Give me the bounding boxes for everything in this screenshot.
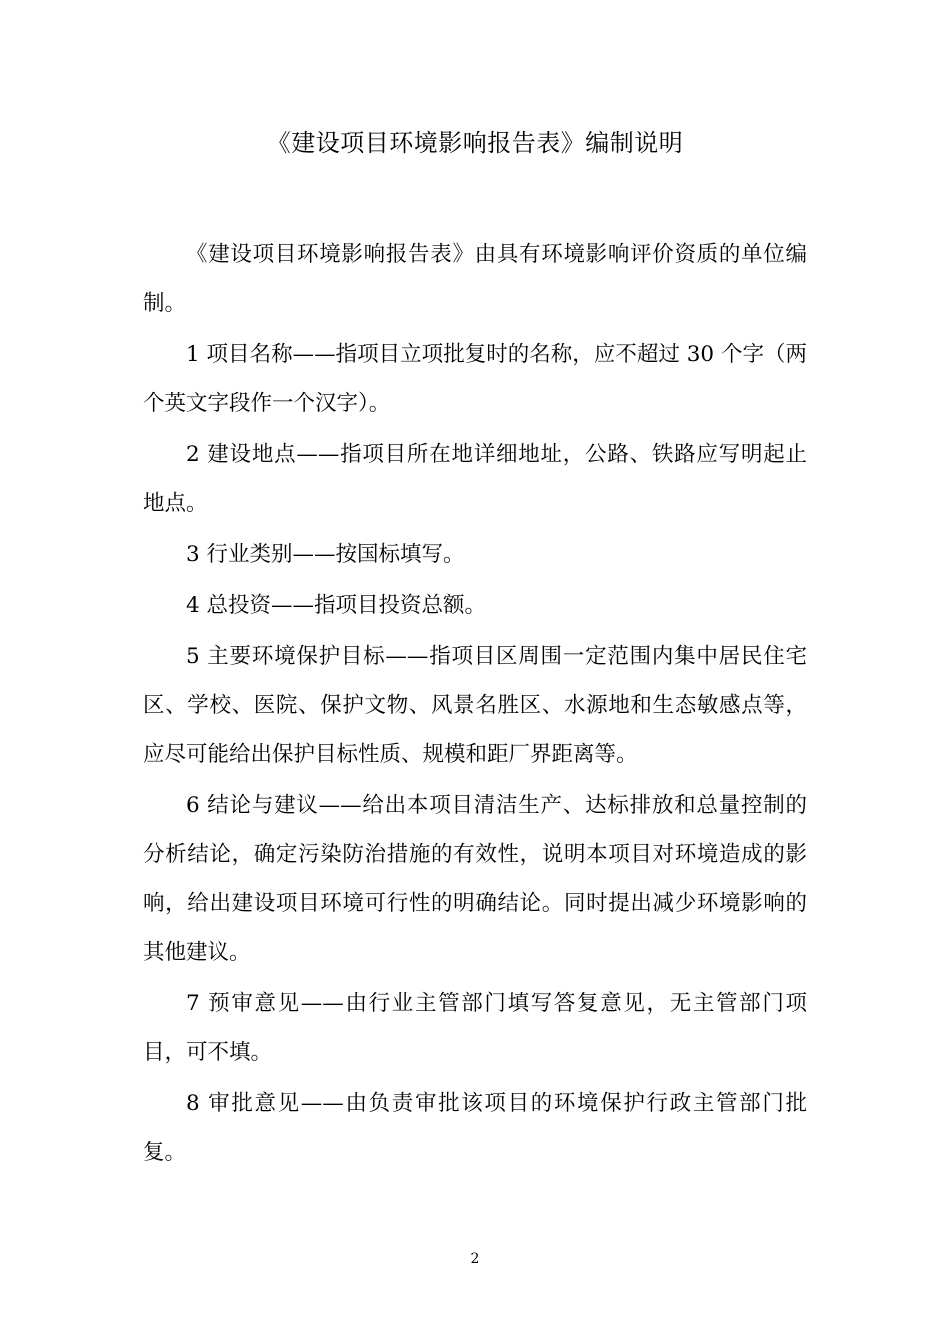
item-approval: 8 审批意见——由负责审批该项目的环境保护行政主管部门批复。 [143, 1091, 807, 1165]
document-body [143, 230, 807, 1179]
item-construction-site: 2 建设地点——指项目所在地详细地址，公路、铁路应写明起止地点。 [143, 442, 807, 516]
intro-paragraph: 《建设项目环境影响报告表》由具有环境影响评价资质的单位编制。 [143, 242, 807, 316]
item-pre-review: 7 预审意见——由行业主管部门填写答复意见，无主管部门项目，可不填。 [143, 991, 807, 1065]
item-industry-category: 3 行业类别——按国标填写。 [186, 542, 465, 567]
item-project-name: 1 项目名称——指项目立项批复时的名称，应不超过 30 个字（两个英文字段作一个汉字）。 [143, 342, 807, 416]
item-total-investment: 4 总投资——指项目投资总额。 [186, 593, 487, 618]
item-conclusions: 6 结论与建议——给出本项目清洁生产、达标排放和总量控制的分析结论，确定污染防治措施的有效性，说明本项目对环境造成的影响，给出建设项目环境可行性的明确结论。同时提出减少环境影响的其他建议。 [143, 793, 807, 965]
page-title: 《建设项目环境影响报告表》编制说明 [266, 129, 684, 157]
page-number: 2 [470, 1251, 480, 1267]
item-protection-targets: 5 主要环境保护目标——指项目区周围一定范围内集中居民住宅区、学校、医院、保护文物、风景名胜区、水源地和生态敏感点等，应尽可能给出保护目标性质、规模和距厂界距离等。 [143, 644, 807, 767]
